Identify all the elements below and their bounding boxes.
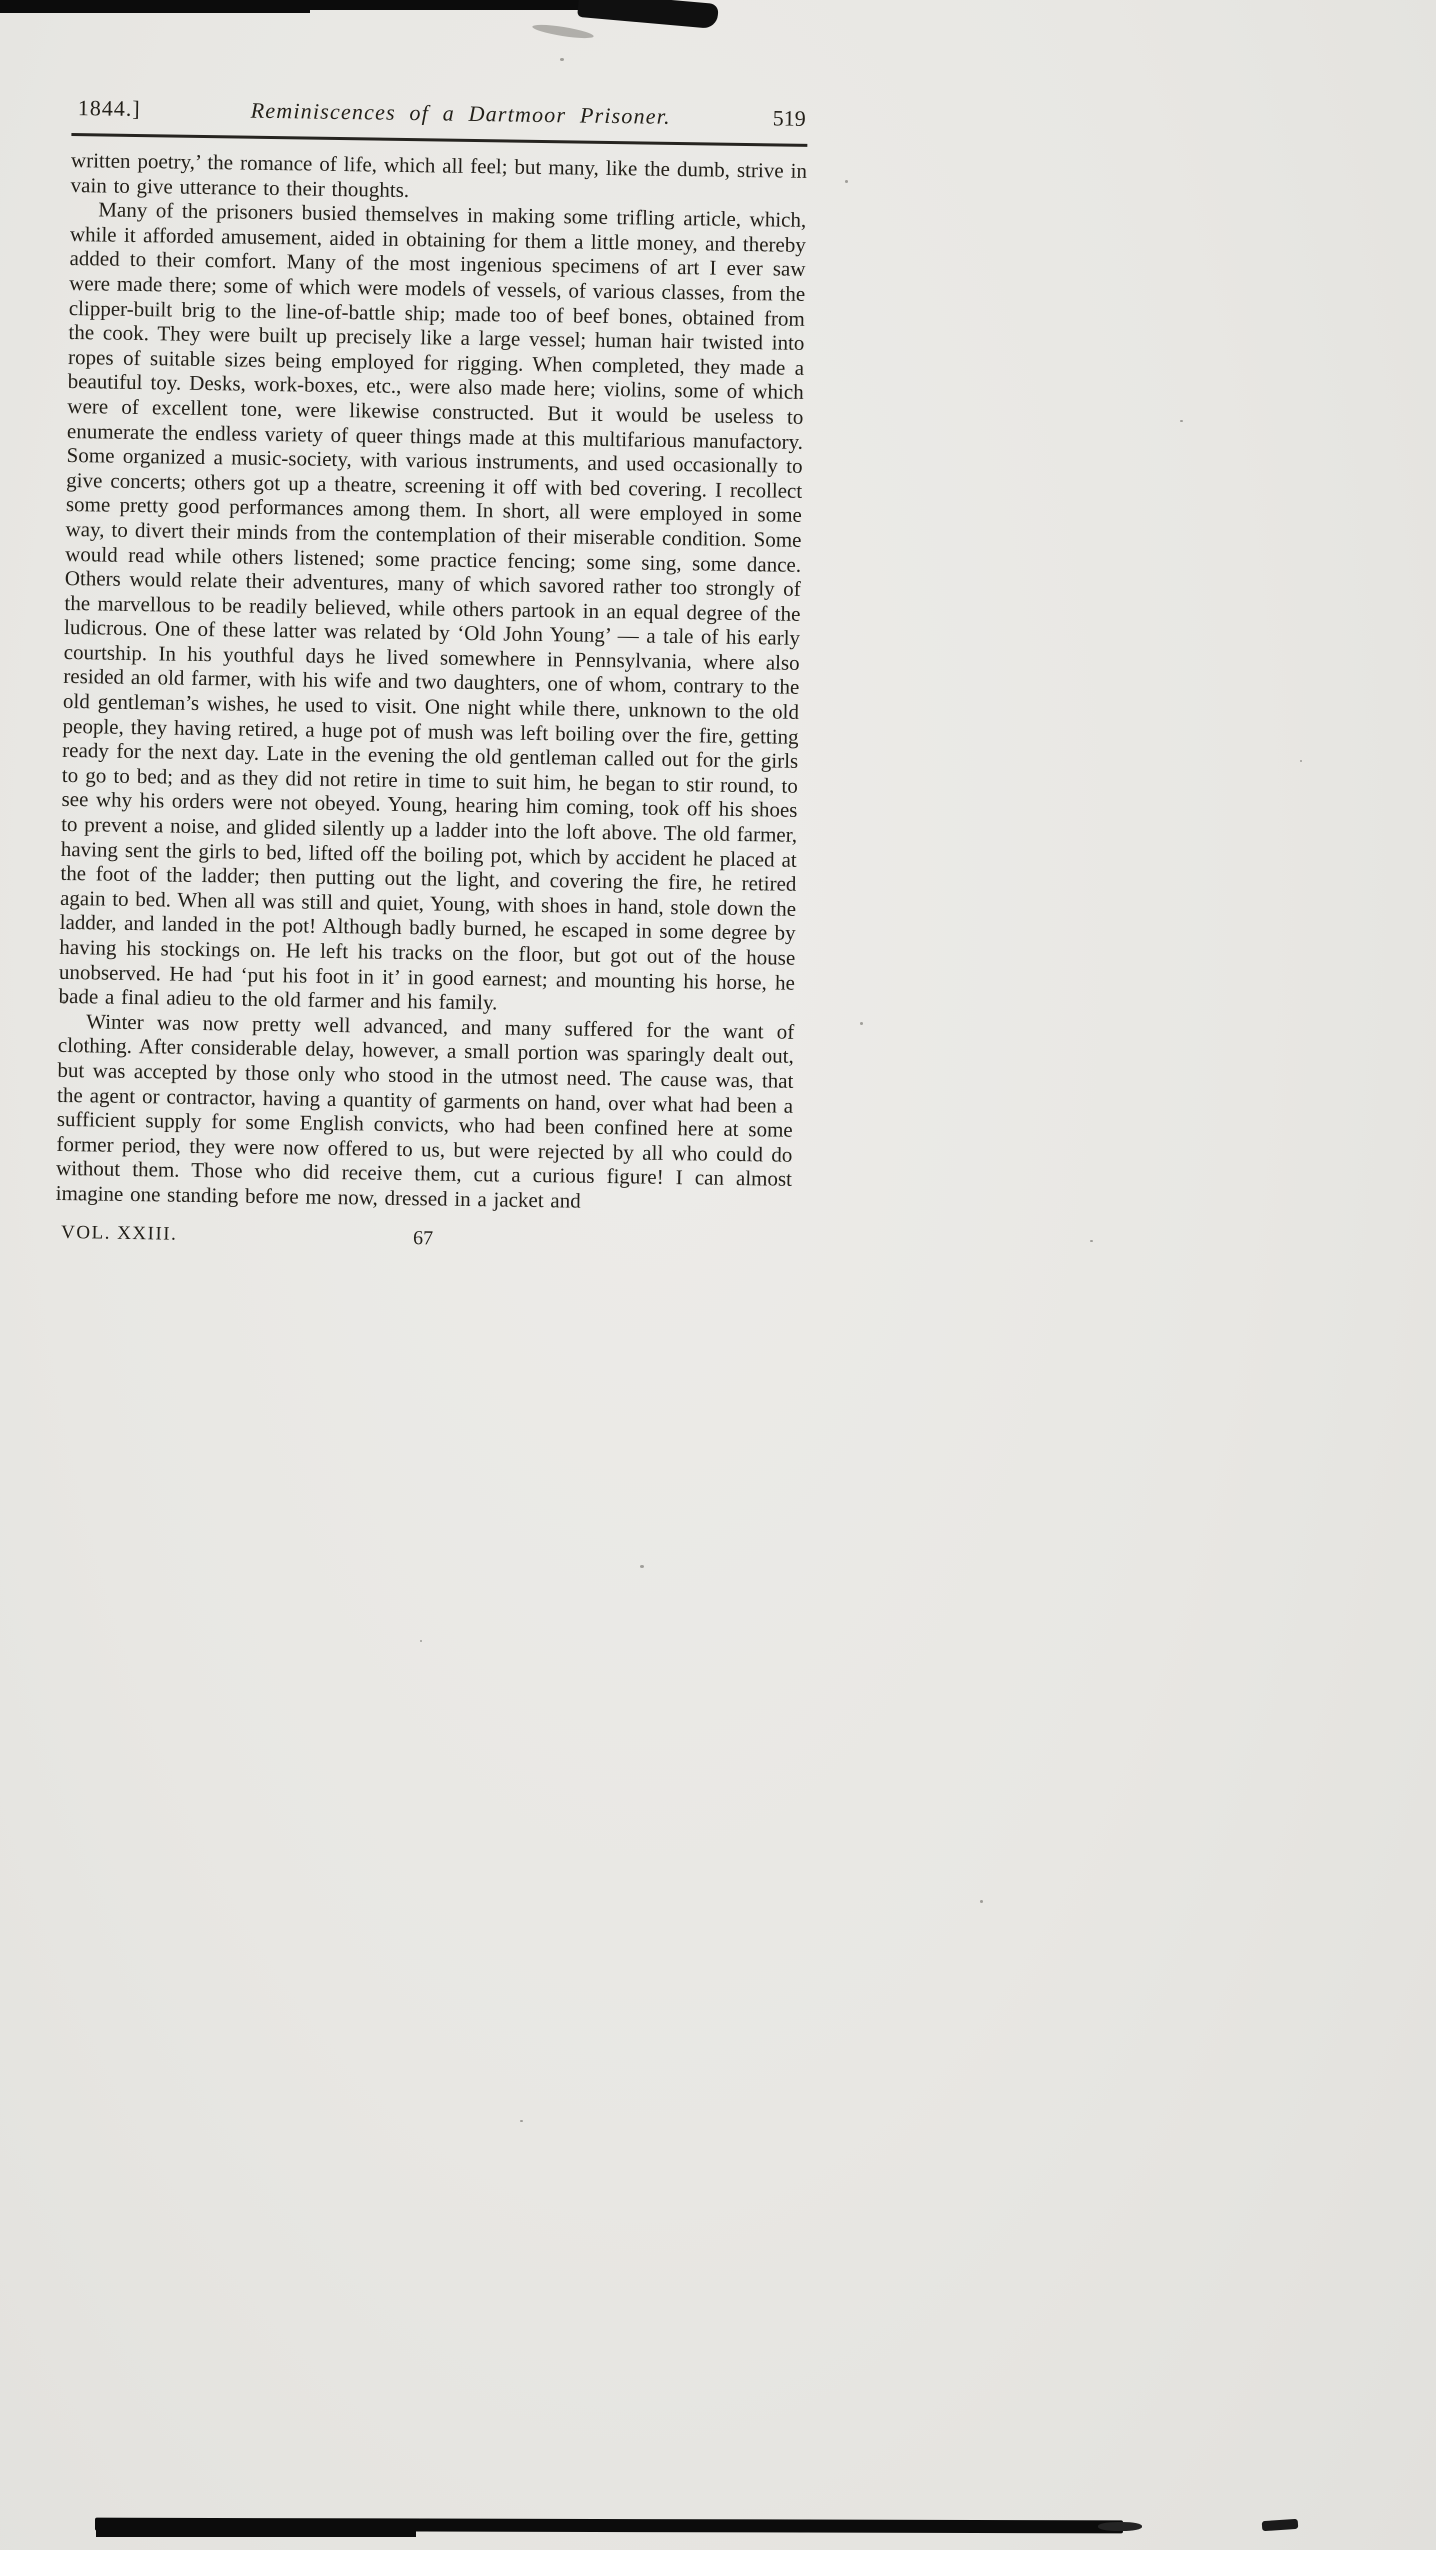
scan-speck [520, 2120, 523, 2122]
scan-speck [860, 1022, 863, 1025]
scan-speck [640, 1565, 644, 1568]
header-year-label: 1844.] [77, 95, 141, 122]
volume-label: VOL. XXIII. [60, 1221, 178, 1245]
scan-artifact-top-blob [577, 0, 719, 29]
scan-speck [1180, 420, 1183, 422]
scan-speck [420, 1640, 422, 1642]
scan-artifact-bottom-bar-thick [96, 2525, 416, 2537]
scan-artifact-top-bar-thick [0, 0, 310, 13]
running-title: Reminiscences of a Dartmoor Prisoner. [250, 97, 671, 129]
scan-speck [845, 180, 848, 183]
paragraph: Many of the prisoners busied themselves in making some trifling article, which, while it afforded amusement, aided in obtaining for them a little money, and thereby added to their comfort. Many of the most ingenious specimens of art I ever saw were made there; some of which were models of vessels, of various classes, from the clipper-built brig to the line-of-battle ship; made too of beef bones, obtained from the cook. They were built up precisely like a large vessel; human hair twisted into ropes of suitable sizes being employed for rigging. When completed, they made a beautiful toy. Desks, work-boxes, etc., were also made here; violins, some of which were of excellent tone, were likewise constructed. But it would be useless to enumerate the endless variety of queer things made at this multifarious manufactory. Some organized a music-society, with various instruments, and used occasionally to give concerts; others got up a theatre, screening it off with bed covering. I recollect some pretty good performances among them. In short, all were employed in some way, to divert their minds from the contemplation of their miserable condition. Some would read while others listened; some practice fencing; some sing, some dance. Others would relate their adventures, many of which savored rather too strongly of the marvellous to be readily believed, while others partook in an equal degree of the ludicrous. One of these latter was related by ‘Old John Young’ — a tale of his early courtship. In his youthful days he lived somewhere in Pennsylvania, where also resided an old farmer, with his wife and two daughters, one of whom, contrary to the old gentleman’s wishes, he used to visit. One night while there, unknown to the old people, they having retired, a huge pot of mush was left boiling over the fire, getting ready for the next day. Late in the evening the old gentleman called out for the girls to go to bed; and as they did not retire in time to suit him, he began to stir round, to see why his orders were not obeyed. Young, hearing him coming, took off his shoes to prevent a noise, and glided silently up a ladder into the loft above. The old farmer, having sent the girls to bed, lifted off the boiling pot, which by accident he placed at the foot of the ladder; then putting out the light, and covering the fire, he retired again to bed. When all was still and quiet, Young, with shoes in hand, stole down the ladder, and landed in the pot! Although badly burned, he escaped in some degree by having his stockings on. He left his tracks on the floor, but got out of the house unobserved. He had ‘put his foot in it’ in good earnest; and mounting his horse, he bade a final adieu to the old farmer and his family. [58, 197, 807, 1015]
scan-speck [1300, 760, 1302, 762]
scan-artifact-top-streak [532, 22, 595, 41]
document-page [55, 95, 808, 1258]
paragraph-continuation: written poetry,’ the romance of life, which all feel; but many, like the dumb, strive in vain to give utterance to their thoughts. [70, 147, 808, 202]
body-text [56, 148, 808, 1216]
scan-artifact-bottom-mark [1262, 2519, 1299, 2531]
page-footer [55, 1221, 791, 1258]
page-number: 519 [772, 105, 806, 131]
scan-artifact-bottom-tail [1098, 2522, 1142, 2531]
scan-speck [560, 58, 564, 61]
paragraph: Winter was now pretty well advanced, and many suffered for the want of clothing. After considerable delay, however, a small portion was sparingly dealt out, but was accepted by those only who stood in the utmost need. The cause was, that the agent or contractor, having a quantity of garments on hand, over what had been a sufficient supply for some English convicts, who had been confined here at some former period, they were now offered to us, but were rejected by all who could do without them. Those who did receive them, cut a curious figure! I can almost imagine one standing before me now, dressed in a jacket and [55, 1009, 795, 1213]
signature-number: 67 [412, 1226, 434, 1250]
scan-speck [980, 1900, 983, 1903]
scan-speck [1090, 1240, 1093, 1242]
